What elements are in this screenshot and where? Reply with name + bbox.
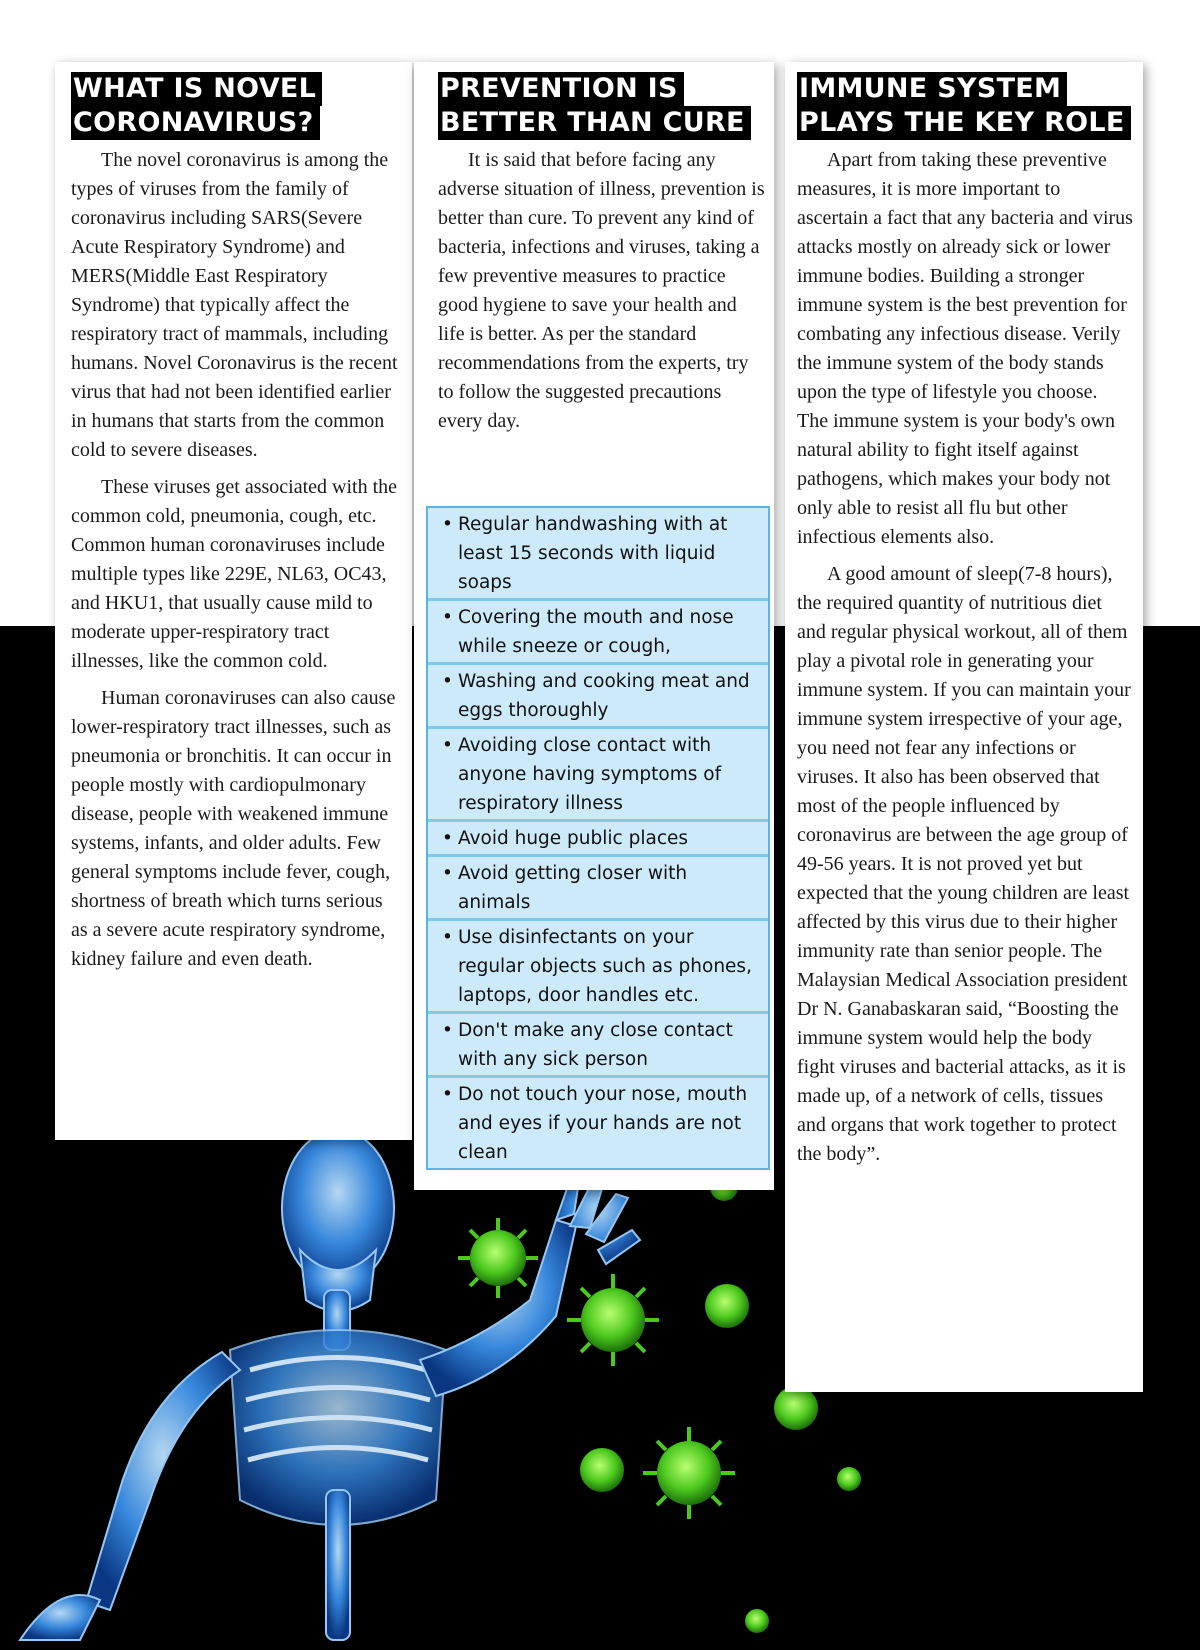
precaution-item: • Avoid huge public places <box>428 822 768 854</box>
body-paragraph: Apart from taking these preventive measures, it is more important to ascertain a fact that any bacteria and virus attacks mostly on already sick or lower immune bodies. Building a stronger immune system is the best prevention for combating any infectious disease. Verily the immune system of the body stands upon the type of lifestyle you choose. The immune system is your body's own natural ability to fight itself against pathogens, which makes your body not only able to resist all flu but other infectious elements also. <box>797 149 1133 548</box>
column-heading <box>797 72 1133 140</box>
precaution-item: • Don't make any close contact with any sick person <box>428 1014 768 1075</box>
heading-line: BETTER THAN CURE <box>438 106 751 140</box>
heading-line: PREVENTION IS <box>438 72 684 106</box>
body-paragraph: Human coronaviruses can also cause lower-respiratory tract illnesses, such as pneumonia or bronchitis. It can occur in people mostly with cardiopulmonary disease, people with weakened immune systems, infants, and older adults. Few general symptoms include fever, cough, shortness of breath which turns serious as a severe acute respiratory syndrome, kidney failure and even death. <box>71 687 396 970</box>
precaution-item: • Avoid getting closer with animals <box>428 857 768 918</box>
skeleton-figure <box>20 1130 640 1640</box>
column-immune-system-plays-the-key-role <box>785 62 1143 1392</box>
body-paragraph: The novel coronavirus is among the types of viruses from the family of coronavirus including SARS(Severe Acute Respiratory Syndrome) and MERS(Middle East Respiratory Syndrome) that typically affect the respiratory tract of mammals, including humans. Novel Coronavirus is the recent virus that had not been identified earlier in humans that starts from the common cold to severe diseases. <box>71 149 398 461</box>
heading-line: PLAYS THE KEY ROLE <box>797 106 1131 140</box>
precaution-item: • Use disinfectants on your regular objects such as phones, laptops, door handles etc. <box>428 921 768 1011</box>
precautions-list <box>426 506 770 1170</box>
heading-line: IMMUNE SYSTEM <box>797 72 1067 106</box>
column-heading <box>71 72 400 140</box>
column-what-is-novel-coronavirus <box>55 62 412 1140</box>
body-paragraph: It is said that before facing any adverse situation of illness, prevention is better than cure. To prevent any kind of bacteria, infections and viruses, taking a few preventive measures to practice good hygiene to save your health and life is better. As per the standard recommendations from the experts, try to follow the suggested precautions every day. <box>438 149 765 432</box>
precaution-item: • Do not touch your nose, mouth and eyes if your hands are not clean <box>428 1078 768 1168</box>
heading-line: WHAT IS NOVEL <box>71 72 322 106</box>
heading-line: CORONAVIRUS? <box>71 106 320 140</box>
precaution-item: • Washing and cooking meat and eggs thoroughly <box>428 665 768 726</box>
column-heading <box>438 72 766 140</box>
precaution-item: • Covering the mouth and nose while sneeze or cough, <box>428 601 768 662</box>
precaution-item: • Regular handwashing with at least 15 seconds with liquid soaps <box>428 508 768 598</box>
body-paragraph: A good amount of sleep(7-8 hours), the required quantity of nutritious diet and regular physical workout, all of them play a pivotal role in generating your immune system. If you can maintain your immune system irrespective of your age, you need not fear any infections or viruses. It also has been observed that most of the people influenced by coronavirus are between the age group of 49-56 years. It is not proved yet but expected that the young children are least affected by this virus due to their higher immunity rate than senior people. The Malaysian Medical Association president Dr N. Ganabaskaran said, “Boosting the immune system would help the body fight viruses and bacterial attacks, as it is made up, of a network of cells, tissues and organs that work together to protect the body”. <box>797 563 1131 1165</box>
body-paragraph: These viruses get associated with the common cold, pneumonia, cough, etc. Common human coronaviruses include multiple types like 229E, NL63, OC43, and HKU1, that usually cause mild to moderate upper-respiratory tract illnesses, like the common cold. <box>71 476 398 672</box>
precaution-item: • Avoiding close contact with anyone having symptoms of respiratory illness <box>428 729 768 819</box>
